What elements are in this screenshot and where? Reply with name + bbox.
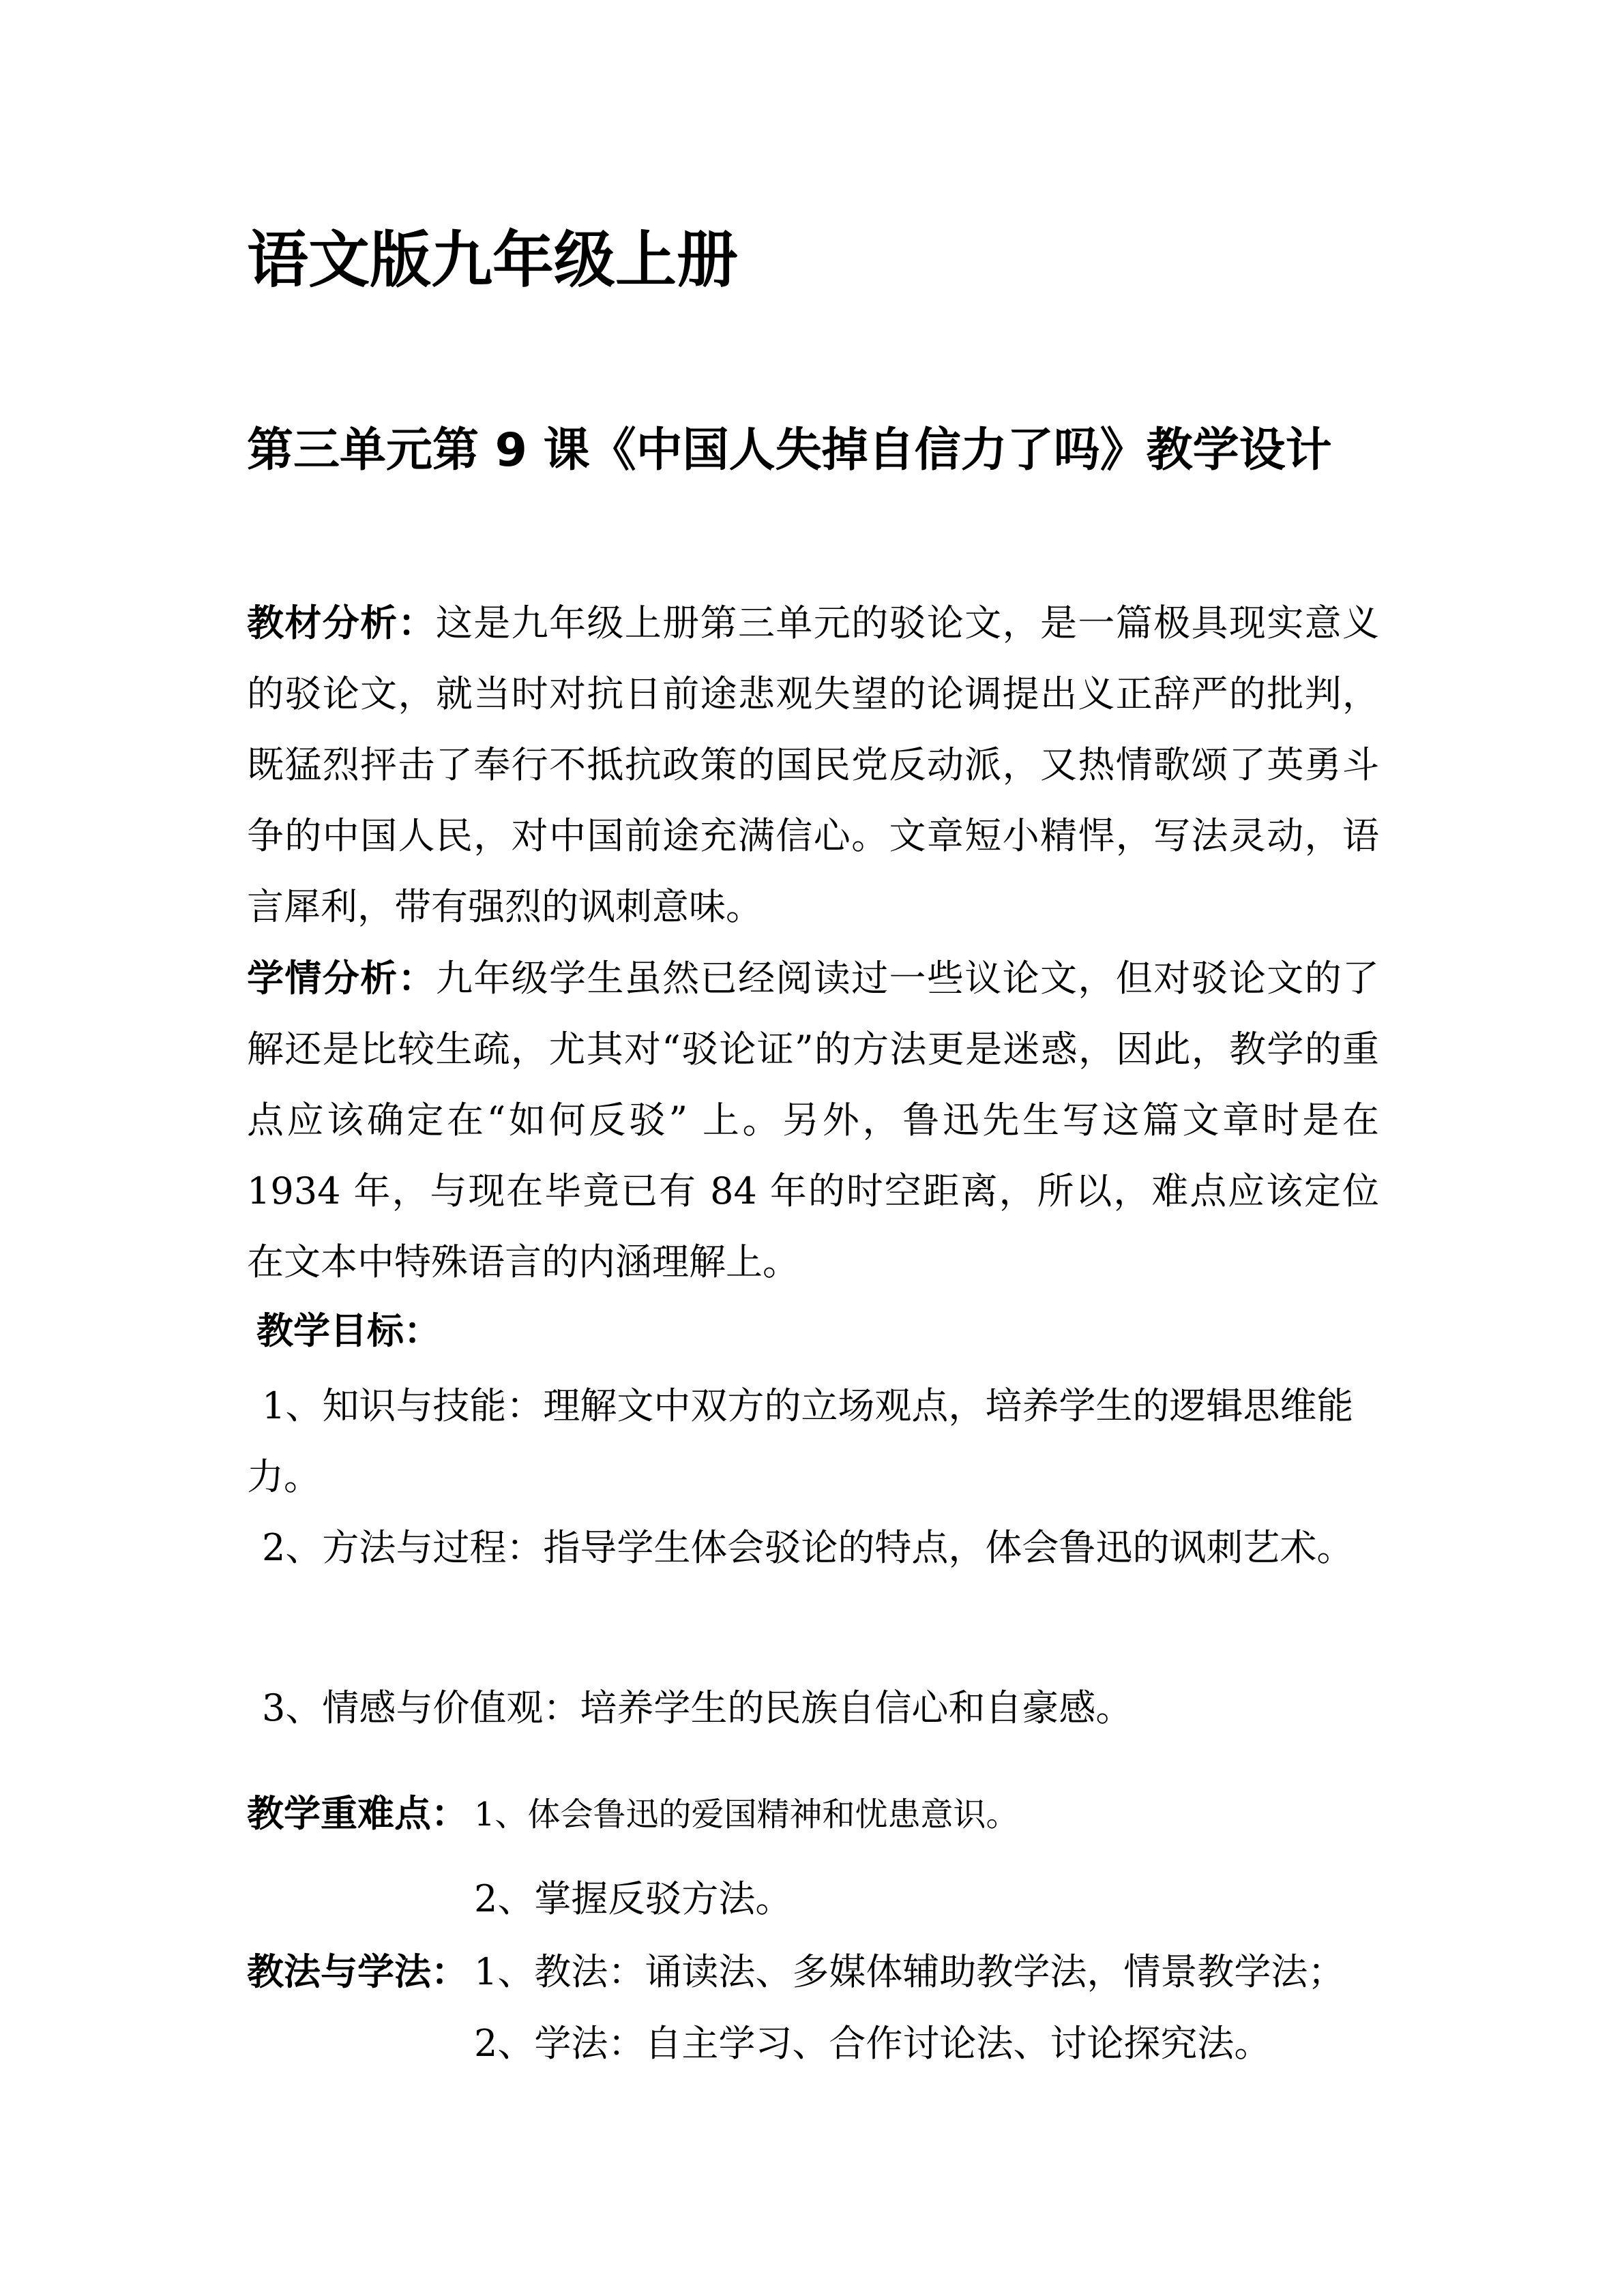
document-title: 语文版九年级上册 — [247, 224, 738, 296]
material-analysis-text: 这是九年级上册第三单元的驳论文，是一篇极具现实意义的驳论文，就当时对抗日前途悲观失望的论调提出义正辞严的批判，既猛烈抨击了奉行不抵抗政策的国民党反动派，又热情歌颂了英勇斗争的中国人民，对中国前途充满信心。文章短小精悍，写法灵动，语言犀利，带有强烈的讽刺意味。 — [247, 601, 1380, 928]
teaching-goal-item: 3、情感与价值观：培养学生的民族自信心和自豪感。 — [262, 1686, 1133, 1729]
lesson-subtitle: 第三单元第 9 课《中国人失掉自信力了吗》教学设计 — [247, 423, 1332, 477]
teaching-goal-item: 1、知识与技能：理解文中双方的立场观点，培养学生的逻辑思维能力。 — [247, 1384, 1354, 1498]
key-point-item: 2、掌握反驳方法。 — [474, 1877, 793, 1920]
student-analysis-paragraph — [247, 943, 1379, 1298]
method-item: 2、学法：自主学习、合作讨论法、讨论探究法。 — [474, 2022, 1271, 2065]
teaching-goal-item: 2、方法与过程：指导学生体会驳论的特点，体会鲁迅的讽刺艺术。 — [262, 1526, 1354, 1569]
methods-label: 教法与学法： — [247, 1950, 468, 1993]
teaching-goals-heading: 教学目标： — [256, 1309, 441, 1352]
material-analysis-label: 教材分析： — [247, 601, 436, 644]
method-item: 1、教法：诵读法、多媒体辅助教学法，情景教学法； — [474, 1950, 1345, 1993]
key-points-label: 教学重难点： — [247, 1792, 468, 1835]
student-analysis-text: 九年级学生虽然已经阅读过一些议论文，但对驳论文的了解还是比较生疏，尤其对“驳论证”的方法更是迷惑，因此，教学的重点应该确定在“如何反驳” 上。另外，鲁迅先生写这篇文章时是在 1934 年，与现在毕竟已有 84 年的时空距离，所以，难点应该定位在文本中特殊语言的内涵理解上。 — [247, 957, 1380, 1283]
student-analysis-label: 学情分析： — [247, 957, 436, 1000]
material-analysis-paragraph — [247, 588, 1379, 942]
key-point-item: 1、体会鲁迅的爱国精神和忧患意识。 — [474, 1795, 1019, 1834]
